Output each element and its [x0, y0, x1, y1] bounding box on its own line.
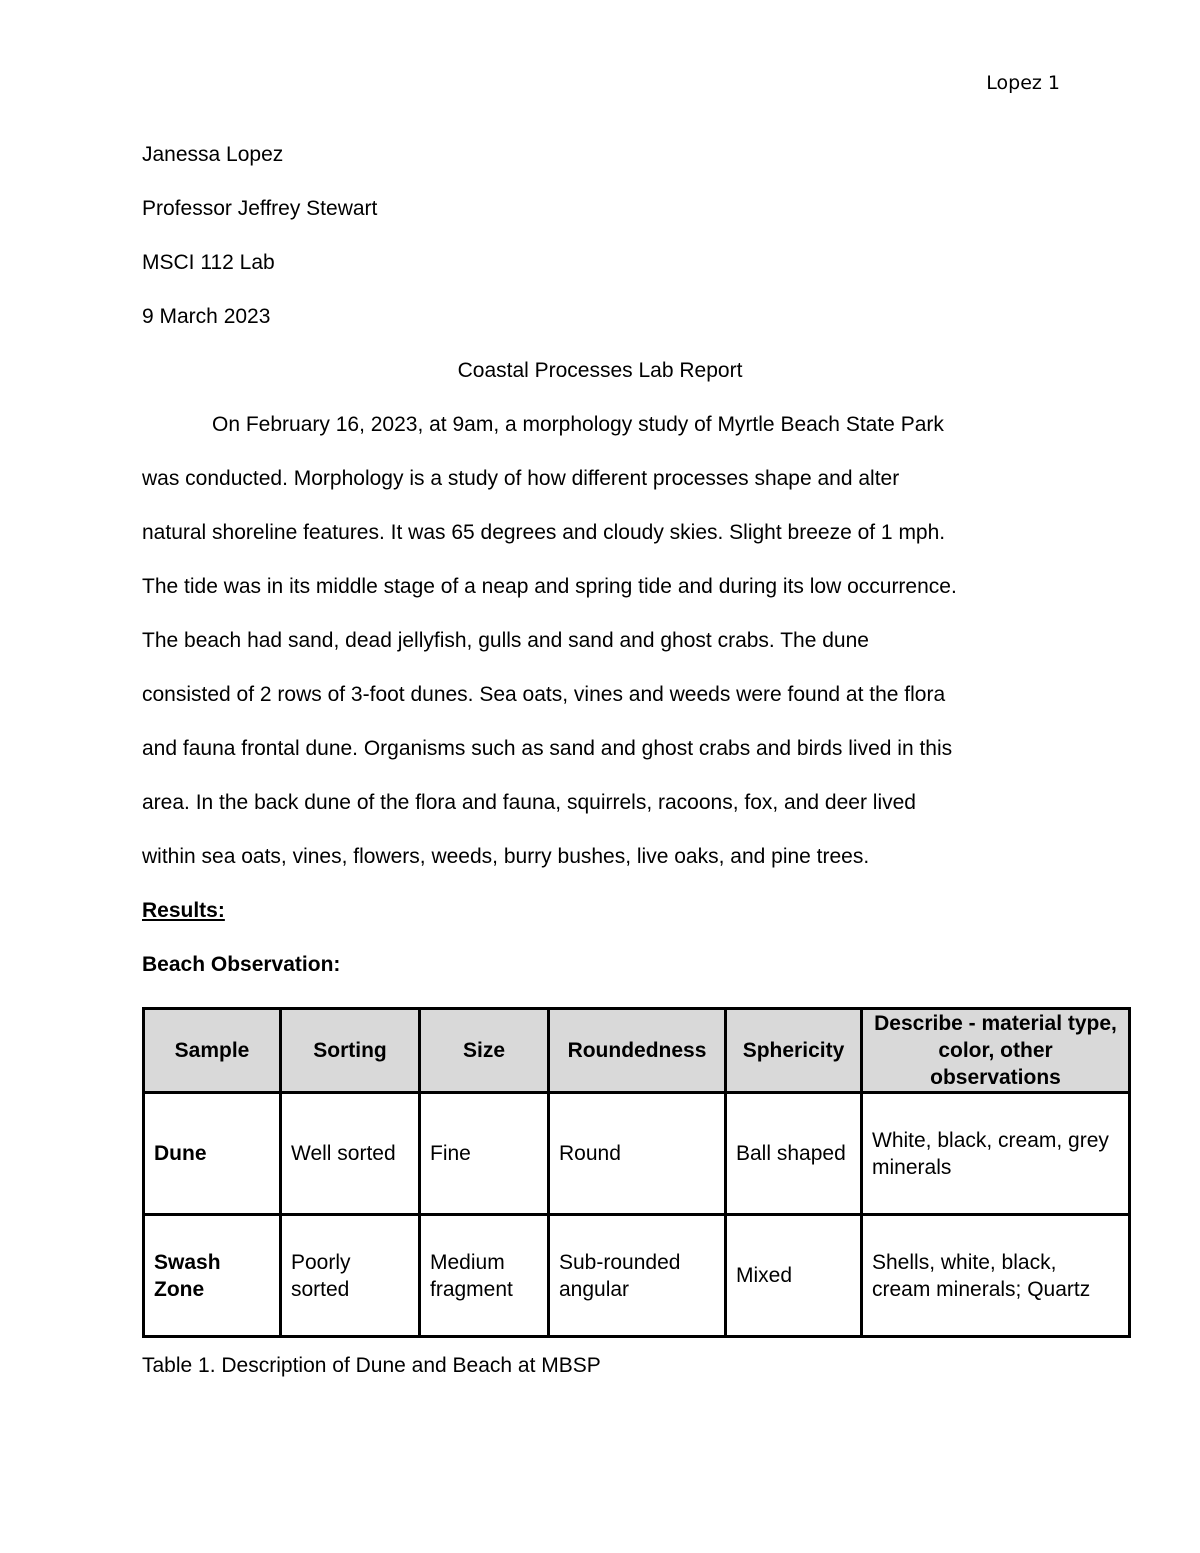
cell-size: Medium fragment — [420, 1215, 549, 1337]
report-title: Coastal Processes Lab Report — [457, 359, 743, 382]
table-header-row — [144, 1009, 1130, 1093]
table-row — [144, 1215, 1130, 1337]
body-line: was conducted. Morphology is a study of how different processes shape and alter — [142, 467, 900, 490]
cell-size: Fine — [420, 1093, 549, 1215]
column-header-sphericity: Sphericity — [726, 1009, 862, 1093]
column-header-description: Describe - material type, color, other observations — [862, 1009, 1130, 1093]
body-line: within sea oats, vines, flowers, weeds, burry bushes, live oaks, and pine trees. — [142, 845, 870, 868]
column-header-sorting: Sorting — [281, 1009, 420, 1093]
body-line: and fauna frontal dune. Organisms such as sand and ghost crabs and birds lived in this — [142, 737, 953, 760]
cell-roundedness: Sub-rounded angular — [549, 1215, 726, 1337]
body-line: The tide was in its middle stage of a neap and spring tide and during its low occurrence. — [142, 575, 957, 598]
table-row — [144, 1093, 1130, 1215]
body-line: natural shoreline features. It was 65 degrees and cloudy skies. Slight breeze of 1 mph. — [142, 521, 946, 544]
cell-roundedness: Round — [549, 1093, 726, 1215]
column-header-roundedness: Roundedness — [549, 1009, 726, 1093]
cell-sphericity: Mixed — [726, 1215, 862, 1337]
page-header-number: Lopez 1 — [986, 72, 1060, 94]
cell-sample: Swash Zone — [144, 1215, 281, 1337]
body-line: consisted of 2 rows of 3-foot dunes. Sea oats, vines and weeds were found at the flora — [142, 683, 946, 706]
results-heading: Results: — [142, 899, 225, 922]
report-date: 9 March 2023 — [142, 305, 271, 328]
beach-observation-table — [142, 1007, 1131, 1338]
author-name: Janessa Lopez — [142, 143, 284, 166]
body-line: On February 16, 2023, at 9am, a morphology study of Myrtle Beach State Park — [212, 413, 944, 436]
instructor-name: Professor Jeffrey Stewart — [142, 197, 378, 220]
column-header-sample: Sample — [144, 1009, 281, 1093]
cell-sorting: Poorly sorted — [281, 1215, 420, 1337]
cell-sorting: Well sorted — [281, 1093, 420, 1215]
cell-description: White, black, cream, grey minerals — [862, 1093, 1130, 1215]
course-name: MSCI 112 Lab — [142, 251, 275, 274]
beach-observation-heading: Beach Observation: — [142, 953, 341, 976]
body-line: The beach had sand, dead jellyfish, gulls and sand and ghost crabs. The dune — [142, 629, 869, 652]
cell-sample: Dune — [144, 1093, 281, 1215]
body-line: area. In the back dune of the flora and fauna, squirrels, racoons, fox, and deer lived — [142, 791, 916, 814]
cell-description: Shells, white, black, cream minerals; Quartz — [862, 1215, 1130, 1337]
table-caption: Table 1. Description of Dune and Beach at MBSP — [142, 1354, 601, 1377]
cell-sphericity: Ball shaped — [726, 1093, 862, 1215]
column-header-size: Size — [420, 1009, 549, 1093]
